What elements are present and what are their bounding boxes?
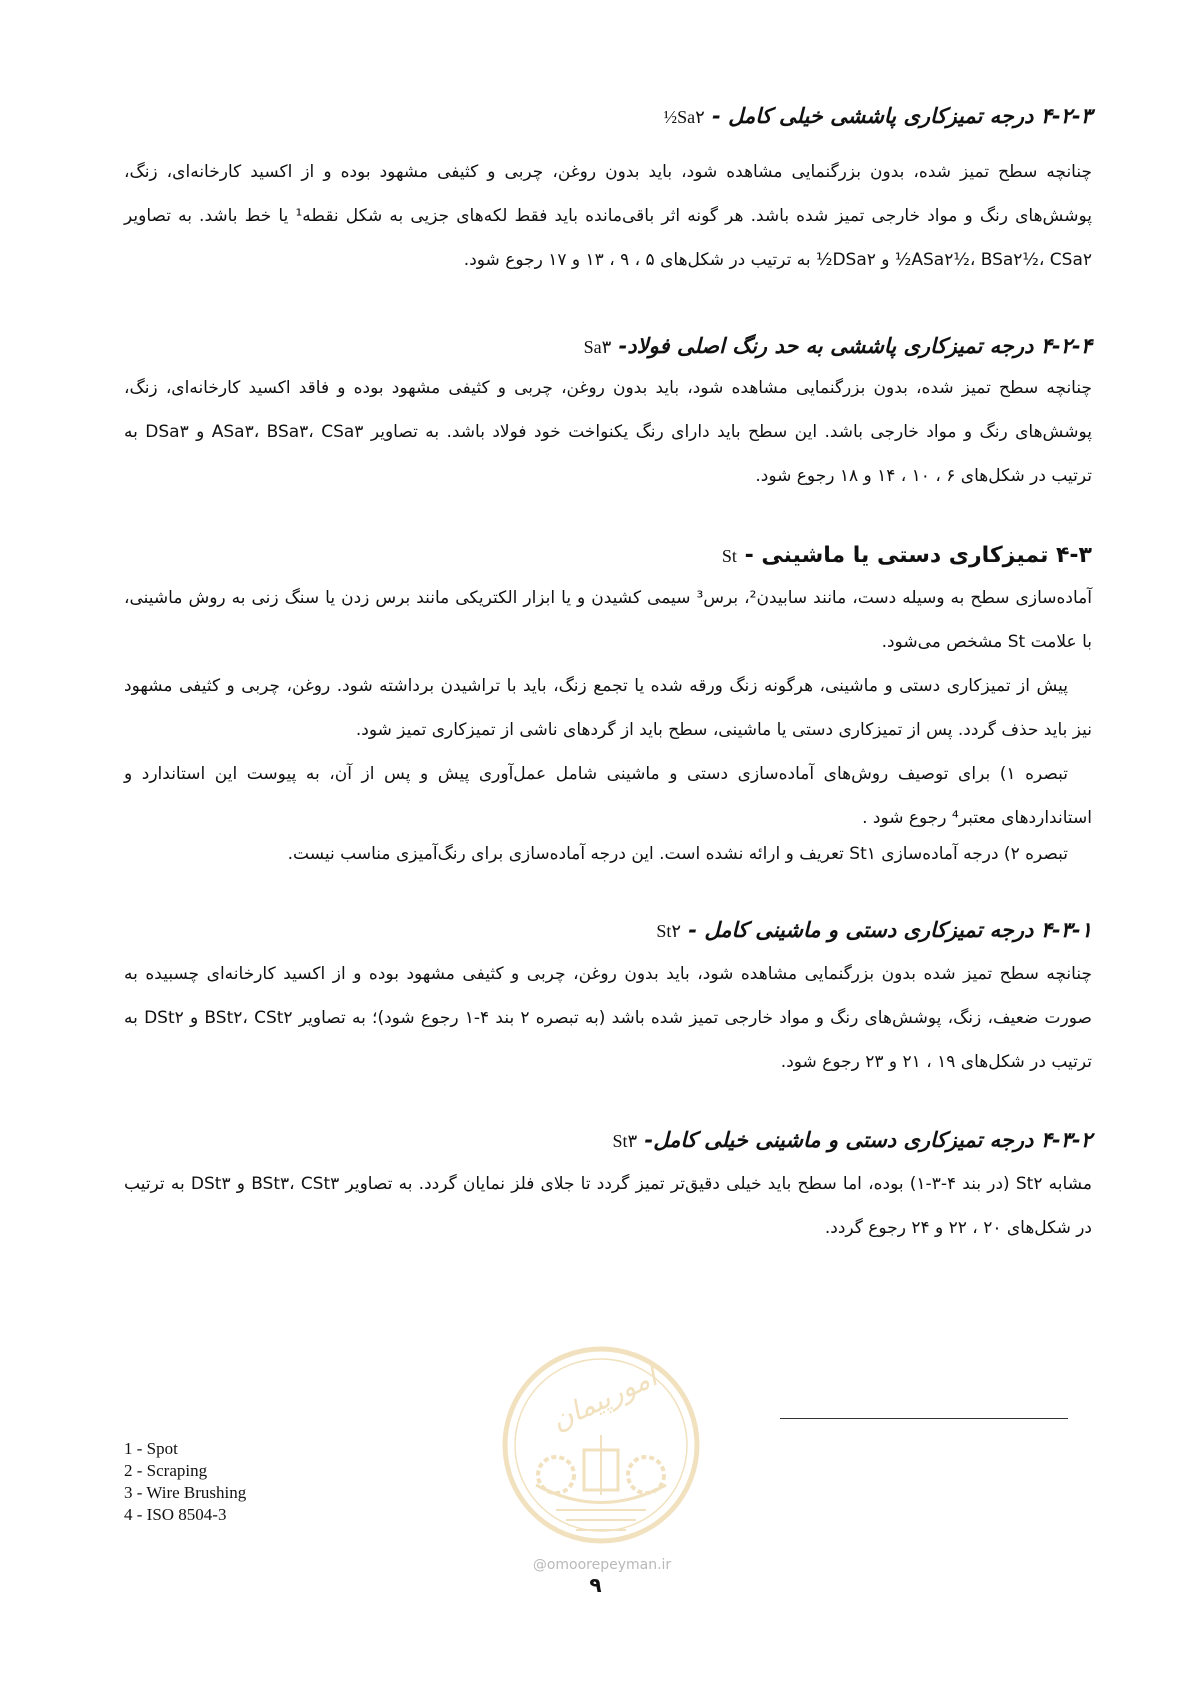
grade-code: St [721, 546, 737, 566]
section-paragraph-4-3-prep: پیش از تمیزکاری دستی و ماشینی، هرگونه زنگ ورقه شده یا تجمع زنگ، باید با تراشیدن برداشته شود. روغن، چربی و کثیفی مشهود نیز باید حذف گردد. پس از تمیزکاری دستی یا ماشینی، سطح باید از گردهای ناشی از تمیزکاری تمیز شود. [124, 676, 1092, 740]
footnote-divider [780, 1418, 1068, 1419]
grade-code: St۳ [612, 1131, 638, 1151]
watermark-logo-text: امورپیمان [546, 1359, 662, 1438]
footnote-2: 2 - Scraping [124, 1461, 208, 1480]
grade-code: St۲ [656, 921, 681, 941]
section-heading-4-2-4 [124, 326, 1092, 367]
section-paragraph-4-2-4: چنانچه سطح تمیز شده، بدون بزرگنمایی مشاهده شود، باید بدون روغن، چربی و کثیفی مشهود بوده و فاقد اکسید کارخانه‌ای، زنگ، پوشش‌های رنگ و مواد خارجی باشد. این سطح باید دارای رنگ یکنواخت خود فولاد باشد. به تصاویر ASa۳، BSa۳، CSa۳ و DSa۳ به ترتیب در شکل‌های ۶ ، ۱۰ ، ۱۴ و ۱۸ رجوع شود. [124, 378, 1092, 486]
watermark-site: @omoorepeyman.ir [532, 1557, 672, 1573]
section-heading-4-3-1 [124, 910, 1092, 951]
footnote-1: 1 - Spot [124, 1439, 178, 1458]
grade-code: Sa۲½ [663, 107, 705, 127]
heading-text: ۴-۳-۲ درجه تمیزکاری دستی و ماشینی خیلی کامل- [644, 1128, 1092, 1152]
gear-scales-logo-icon [496, 1335, 706, 1580]
section-heading-4-3-2 [124, 1120, 1092, 1161]
section-heading-4-2-3 [124, 96, 1092, 137]
note-1: تبصره ۱) برای توصیف روش‌های آماده‌سازی دستی و ماشینی شامل عمل‌آوری پیش و پس از آن، به پیوست این استاندارد و استانداردهای معتبر⁴ رجوع شود . [124, 764, 1092, 828]
section-paragraph-4-3-2: مشابه St۲ (در بند ۴-۳-۱) بوده، اما سطح باید خیلی دقیق‌تر تمیز گردد تا جلای فلز نمایان گردد. به تصاویر BSt۳، CSt۳ و DSt۳ به ترتیب در شکل‌های ۲۰ ، ۲۲ و ۲۴ رجوع گردد. [124, 1174, 1092, 1238]
heading-text: ۴-۳ تمیزکاری دستی یا ماشینی - [744, 543, 1092, 568]
section-paragraph-4-3-intro: آماده‌سازی سطح به وسیله دست، مانند سابیدن²، برس³ سیمی کشیدن و یا ابزار الکتریکی مانند برس زدن یا سنگ زنی به روش ماشینی، با علامت St مشخص می‌شود. [124, 588, 1092, 652]
footnote-3: 3 - Wire Brushing [124, 1483, 247, 1502]
section-heading-4-3 [124, 536, 1092, 576]
page-number: ۹ [589, 1573, 602, 1597]
section-paragraph-4-3-1: چنانچه سطح تمیز شده بدون بزرگنمایی مشاهده شود، باید بدون روغن، چربی و کثیفی مشهود بوده و از اکسید کارخانه‌ای چسبیده به صورت ضعیف، زنگ، پوشش‌های رنگ و مواد خارجی تمیز شده باشد (به تبصره ۲ بند ۴-۱ رجوع شود)؛ به تصاویر BSt۲، CSt۲ و DSt۲ به ترتیب در شکل‌های ۱۹ ، ۲۱ و ۲۳ رجوع شود. [124, 964, 1092, 1072]
heading-text: ۴-۲-۴ درجه تمیزکاری پاششی به حد رنگ اصلی فولاد- [618, 334, 1092, 358]
footnote-4: 4 - ISO 8504-3 [124, 1505, 227, 1524]
footnotes [124, 1438, 384, 1526]
section-paragraph-4-2-3: چنانچه سطح تمیز شده، بدون بزرگنمایی مشاهده شود، باید بدون روغن، چربی و کثیفی مشهود بوده و از اکسید کارخانه‌ای، زنگ، پوشش‌های رنگ و مواد خارجی تمیز شده باشد. هر گونه اثر باقی‌مانده باید فقط لکه‌های جزیی به شکل نقطه¹ یا خط باشد. به تصاویر ASa۲½، BSa۲½، CSa۲½ و DSa۲½ به ترتیب در شکل‌های ۵ ، ۹ ، ۱۳ و ۱۷ رجوع شود. [124, 162, 1092, 270]
heading-text: ۴-۲-۳ درجه تمیزکاری پاششی خیلی کامل - [712, 104, 1092, 128]
grade-code: Sa۳ [583, 337, 612, 357]
note-2: تبصره ۲) درجه آماده‌سازی St۱ تعریف و ارائه نشده است. این درجه آماده‌سازی برای رنگ‌آمیزی مناسب نیست. [287, 844, 1068, 864]
heading-text: ۴-۳-۱ درجه تمیزکاری دستی و ماشینی کامل - [688, 918, 1092, 942]
